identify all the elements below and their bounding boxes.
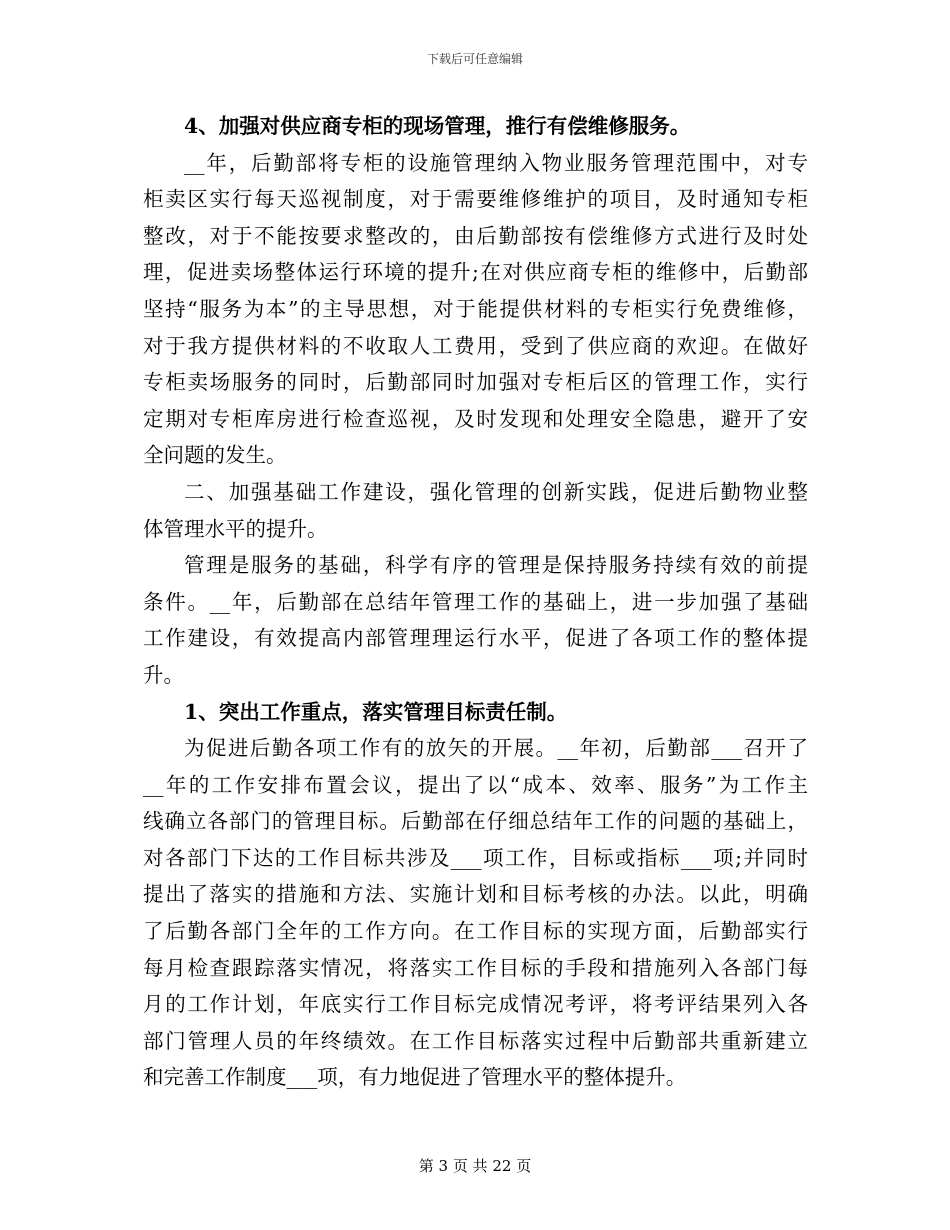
section-heading xyxy=(143,694,808,731)
text-line: 二、加强基础工作建设，强化管理的创新实践，促进后勤物业整 xyxy=(184,479,808,504)
text-line: 和完善工作制度___项，有力地促进了管理水平的整体提升。 xyxy=(143,1065,687,1090)
text-line: 每月检查跟踪落实情况，将落实工作目标的手段和措施列入各部门每 xyxy=(143,955,808,980)
paragraph xyxy=(143,145,808,474)
text-line: 工作建设，有效提高内部管理理运行水平，促进了各项工作的整体提 xyxy=(143,626,808,651)
text-line: 月的工作计划，年底实行工作目标完成情况考评，将考评结果列入各 xyxy=(143,992,808,1017)
section-heading xyxy=(143,108,808,145)
text-line: 定期对专柜库房进行检查巡视，及时发现和处理安全隐患，避开了安 xyxy=(143,406,808,431)
page-footer: 第 3 页 共 22 页 xyxy=(418,1157,532,1175)
document-body xyxy=(143,108,808,1096)
text-line: 提出了落实的措施和方法、实施计划和目标考核的办法。以此，明确 xyxy=(143,882,808,907)
text-line: 管理是服务的基础，科学有序的管理是保持服务持续有效的前提 xyxy=(184,553,808,578)
text-line: 4、加强对供应商专柜的现场管理，推行有偿维修服务。 xyxy=(184,114,691,138)
text-line: 为促进后勤各项工作有的放矢的开展。__年初，后勤部___召开了 xyxy=(184,736,808,761)
text-line: 全问题的发生。 xyxy=(143,443,287,468)
text-line: 理，促进卖场整体运行环境的提升;在对供应商专柜的维修中，后勤部 xyxy=(143,260,808,285)
text-line: __年的工作安排布置会议，提出了以“成本、效率、服务”为工作主 xyxy=(143,772,808,797)
text-line: 体管理水平的提升。 xyxy=(143,516,328,541)
text-line: __年，后勤部将专柜的设施管理纳入物业服务管理范围中，对专 xyxy=(184,150,808,175)
text-line: 升。 xyxy=(143,662,184,687)
paragraph xyxy=(143,474,808,547)
text-line: 专柜卖场服务的同时，后勤部同时加强对专柜后区的管理工作，实行 xyxy=(143,370,808,395)
text-line: 整改，对于不能按要求整改的，由后勤部按有偿维修方式进行及时处 xyxy=(143,223,808,248)
text-line: 对于我方提供材料的不收取人工费用，受到了供应商的欢迎。在做好 xyxy=(143,333,808,358)
paragraph xyxy=(143,547,808,693)
text-line: 坚持“服务为本”的主导思想，对于能提供材料的专柜实行免费维修， xyxy=(143,296,808,321)
text-line: 1、突出工作重点，落实管理目标责任制。 xyxy=(184,699,568,724)
text-line: 线确立各部门的管理目标。后勤部在仔细总结年工作的问题的基础上， xyxy=(143,809,808,834)
text-line: 柜卖区实行每天巡视制度，对于需要维修维护的项目，及时通知专柜 xyxy=(143,187,808,212)
paragraph xyxy=(143,730,808,1096)
text-line: 部门管理人员的年终绩效。在工作目标落实过程中后勤部共重新建立 xyxy=(143,1028,808,1053)
page-header: 下载后可任意编辑 xyxy=(426,52,523,66)
text-line: 条件。__年，后勤部在总结年管理工作的基础上，进一步加强了基础 xyxy=(143,589,808,614)
text-line: 对各部门下达的工作目标共涉及___项工作，目标或指标___项;并同时 xyxy=(143,845,808,870)
text-line: 了后勤各部门全年的工作方向。在工作目标的实现方面，后勤部实行 xyxy=(143,919,808,944)
